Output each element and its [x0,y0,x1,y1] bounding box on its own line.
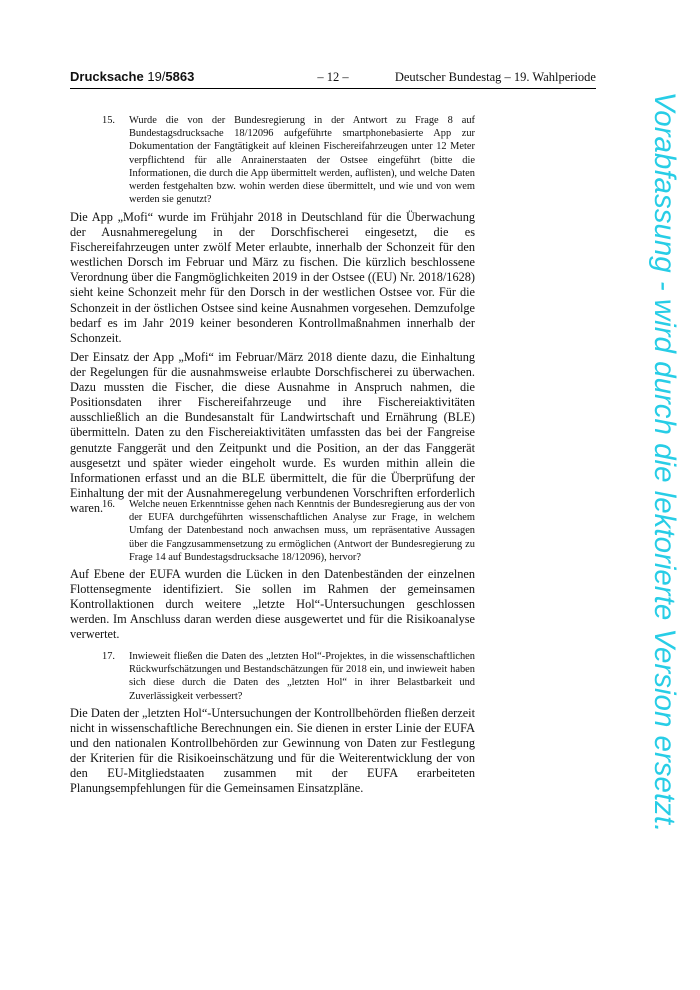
question-text: Welche neuen Erkenntnisse gehen nach Kenntnis der Bundesregierung aus der von der EUFA durchgeführten wissenschaftlichen Analyse zur Frage, in welchem Umfang der Datenbestand noch anwachsen muss, um repräsentative Aussagen über die Fangzusammensetzung zu ermöglichen (Antwort der Bundesregierung zu Frage 14 auf Bundestagsdrucksache 18/12096), hervor? [129,499,475,563]
header-publisher: Deutscher Bundestag – 19. Wahlperiode [394,70,596,84]
answer-15-paragraph-2: Der Einsatz der App „Mofi“ im Februar/März 2018 diente dazu, die Einhaltung der Regelungen für die ausnahmsweise erlaubte Dorschfischerei zu überwachen. Dazu mussten die Fischer, die diese Ausnahme in Anspruch nahmen, die Positionsdaten ihrer Fischereifahrzeuge und ihre Fischereiaktivitäten ausschließlich an die Bundesanstalt für Landwirtschaft und Ernährung (BLE) übermitteln. Daten zu den Fischereiaktivitäten umfassten das bei der Fangreise genutzte Fanggerät und den Zeitpunkt und die Position, an der das Fanggerät ausgesetzt und später wieder eingeholt wurde. Es wurden mithin allein die Informationen erfasst und an die BLE übermittelt, die für die Überprüfung der Einhaltung der mit der Ausnahmeregelung verbundenen Vorschriften erforderlich waren. [70,350,475,515]
question-number: 16. [102,499,115,510]
answer-15-paragraph-1: Die App „Mofi“ wurde im Frühjahr 2018 in Deutschland für die Überwachung der Ausnahmeregelung in der Dorschfischerei eingesetzt, die es Fischereifahrzeugen unter zwölf Meter erlaubte, innerhalb der Schonzeit für den westlichen Dorsch im Februar und März zu fischen. Die kürzlich beschlossene Verordnung über die Fangmöglichkeiten 2019 in der Ostsee ((EU) Nr. 2018/1628) sieht keine Schonzeit mehr für den Dorsch in der westlichen Ostsee vor. Für die Schonzeit in der östlichen Ostsee sind keine Ausnahmen vorgesehen. Demzufolge bedarf es im Jahr 2019 keiner besonderen Kontrollmaßnahmen innerhalb der Schonzeit. [70,210,475,345]
question-17 [102,650,475,703]
page-header [70,68,596,89]
page-number: – 12 – [317,70,349,84]
question-text: Inwieweit fließen die Daten des „letzten Hol“-Projektes, in die wissenschaftlichen Rückwurfschätzungen und Bestandschätzungen für 2018 ein, und inwieweit haben sich diese durch die Daten des „letzten Hol“ in ihrer Belastbarkeit und Zuverlässigkeit verbessert? [129,651,475,702]
question-16 [102,498,475,564]
document-label: Drucksache [70,69,144,84]
answer-16: Auf Ebene der EUFA wurden die Lücken in den Datenbeständen der einzelnen Flottensegmente identifiziert. Sie sollen im Rahmen der gemeinsamen Kontrollaktionen durch weitere „letzte Hol“-Untersuchungen geschlossen werden. Im Anschluss daran werden diese ausgewertet und für die Risikoanalyse verwertet. [70,567,475,642]
question-number: 17. [102,651,115,662]
draft-watermark: Vorabfassung - wird durch die lektorierte Version ersetzt. [648,91,681,833]
question-number: 15. [102,115,115,126]
document-period: 19/ [147,69,166,84]
document-number-value: 5863 [165,69,195,84]
answer-17: Die Daten der „letzten Hol“-Untersuchungen der Kontrollbehörden fließen derzeit nicht in wissenschaftliche Berechnungen ein. Sie dienen in erster Linie der EUFA und den nationalen Kontrollbehörden zur Gewinnung von Daten zur Festlegung der Kriterien für die Risikoeinschätzung und für die Weiterentwicklung der von den EU-Mitgliedstaaten zusammen mit der EUFA erarbeiteten Planungsempfehlungen für die Gemeinsamen Einsatzpläne. [70,706,475,796]
question-text: Wurde die von der Bundesregierung in der Antwort zu Frage 8 auf Bundestagsdrucksache 18/12096 aufgeführte smartphonebasierte App zur Dokumentation der Fangtätigkeit auf kleinen Fischereifahrzeugen unter 12 Meter verpflichtend für alle Anrainerstaaten der Ostsee eingeführt (bitte die Informationen, die durch die App übermittelt werden, auflisten), und welche Daten werden festgehalten bzw. wohin werden diese übermittelt, und wie und von wem werden sie genutzt? [129,115,475,206]
question-15 [102,114,475,206]
